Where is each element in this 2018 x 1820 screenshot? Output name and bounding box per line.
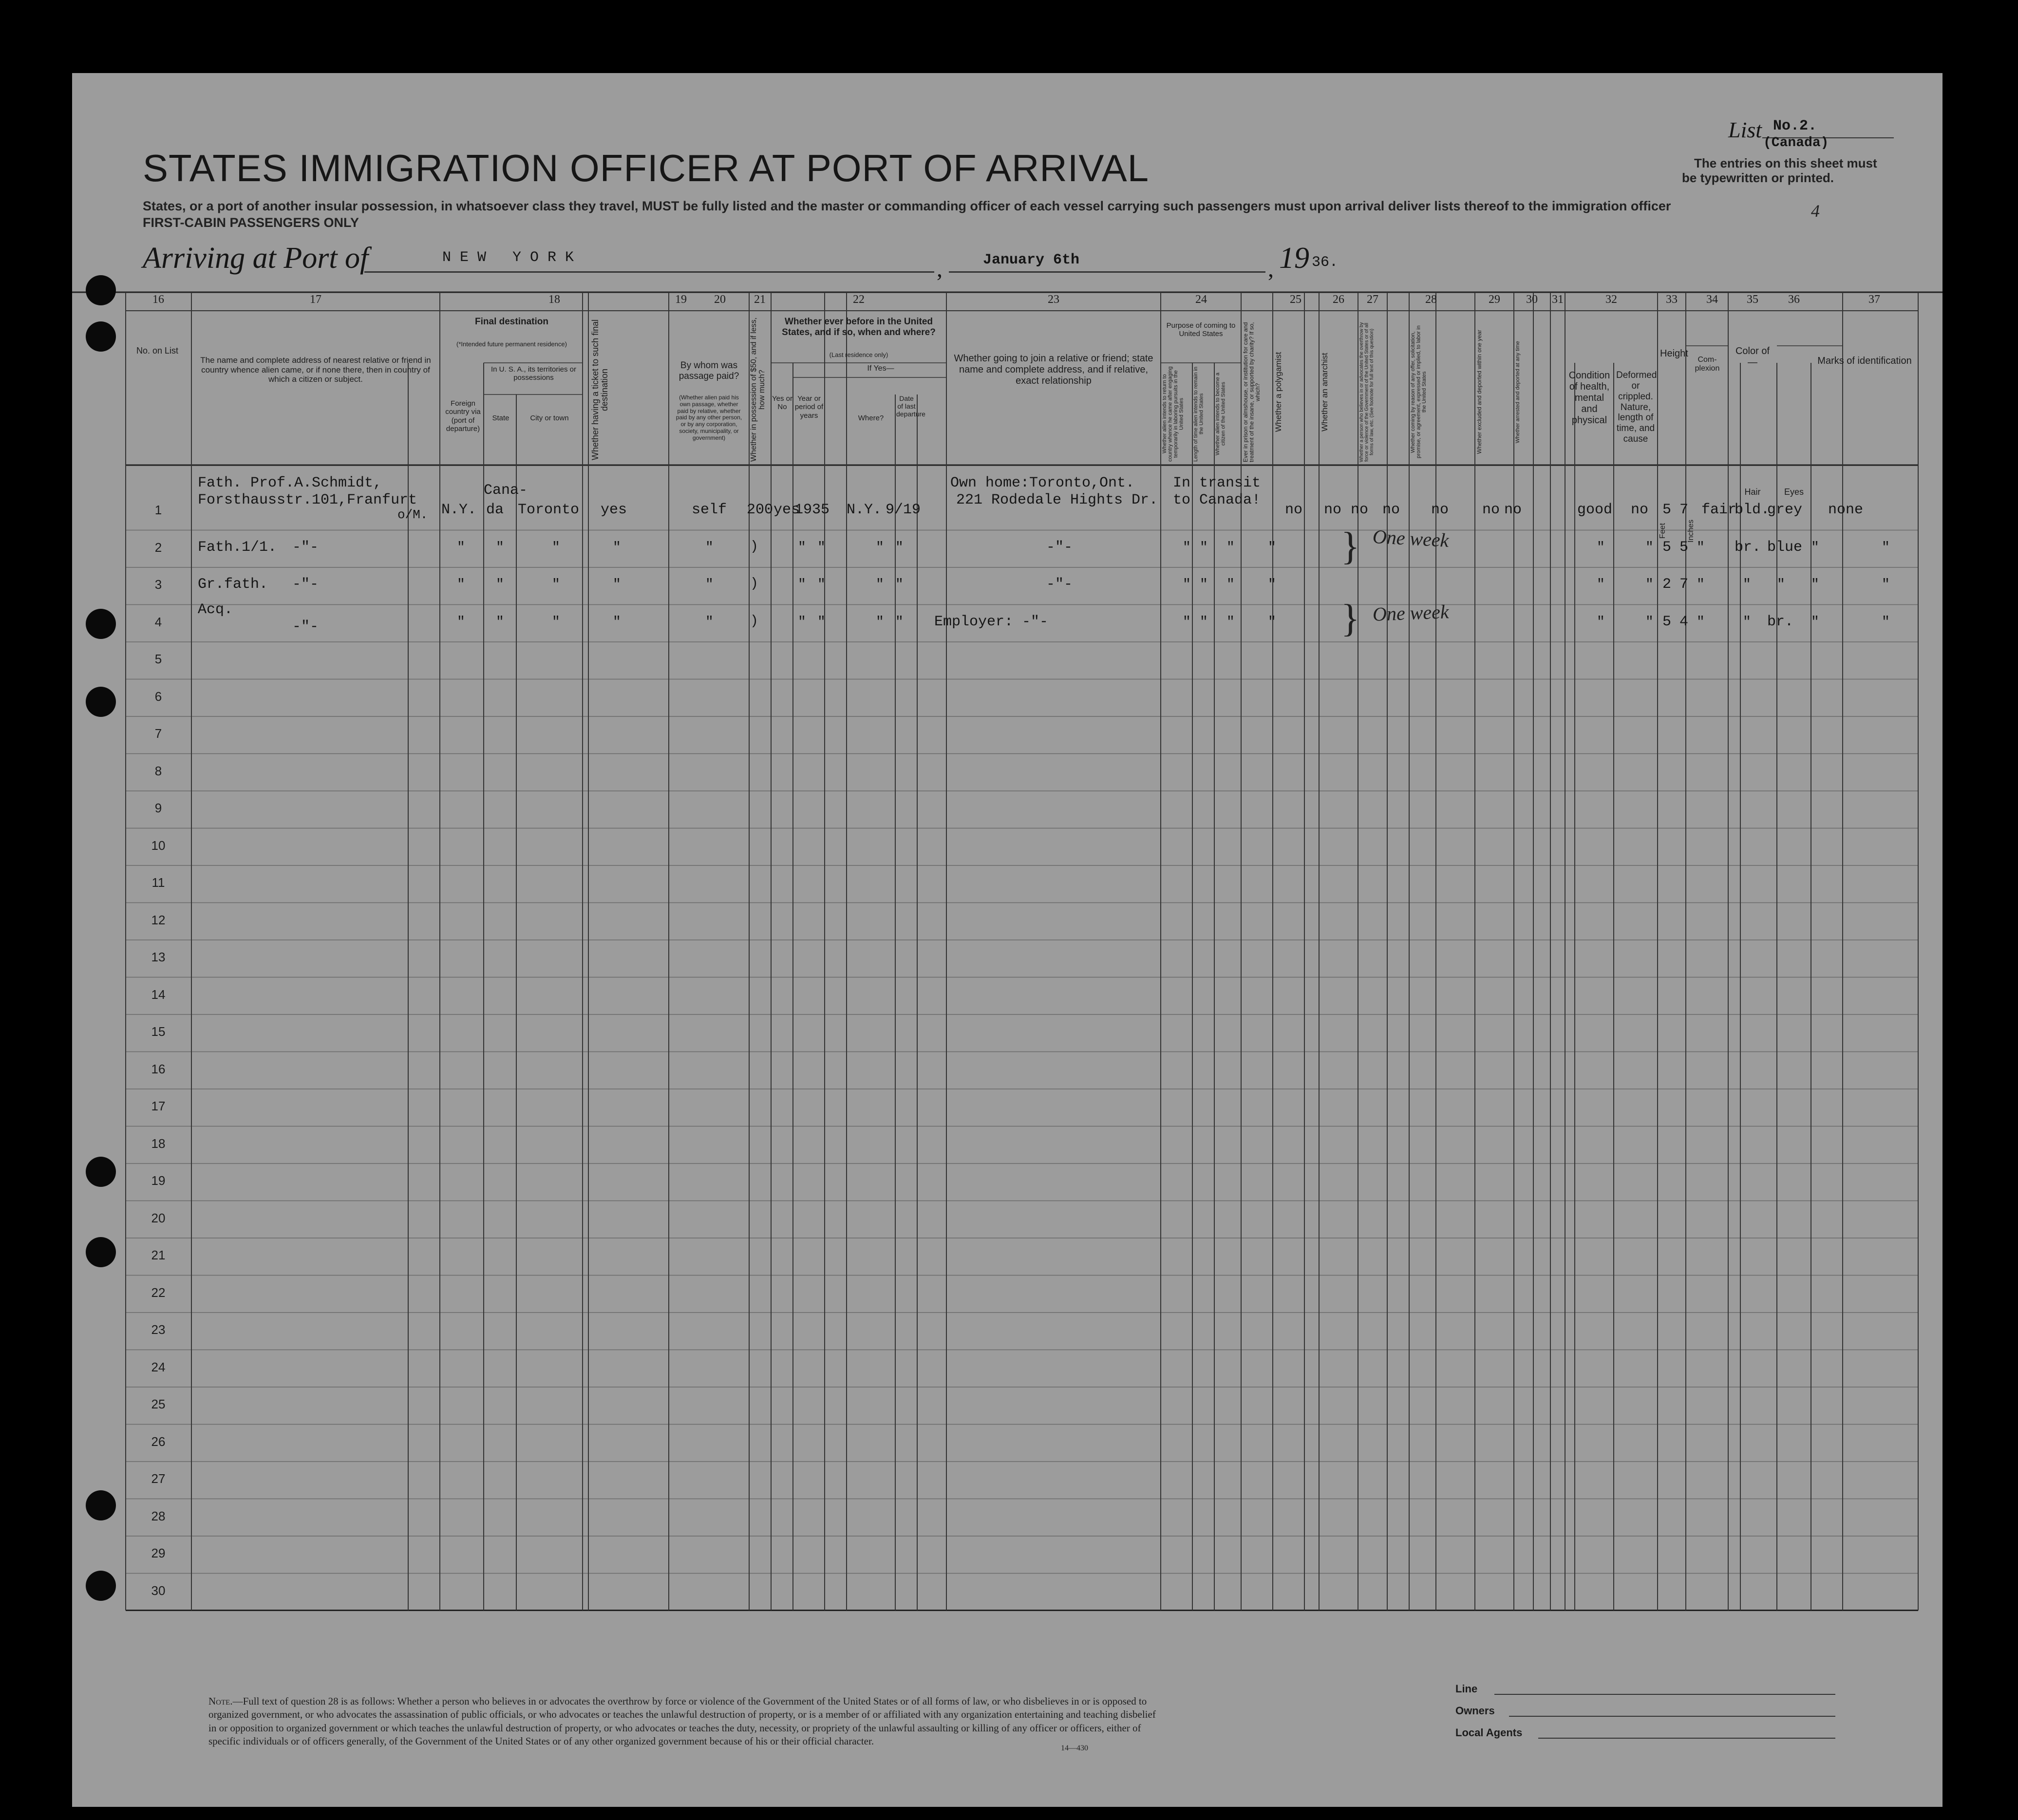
paren-mark: ) — [750, 539, 758, 554]
eye-color: grey — [1767, 502, 1803, 518]
column-number-31: 31 — [1552, 293, 1564, 306]
state: Cana- — [484, 482, 528, 499]
column-header-before-us-sub: (Last residence only) — [829, 351, 888, 358]
column-number-17: 17 — [310, 293, 321, 306]
owners-underline — [1509, 1716, 1835, 1717]
ditto-mark: " — [1268, 577, 1276, 592]
column-number-22: 22 — [853, 293, 865, 306]
column-header-excluded: Whether excluded and deported within one year — [1476, 330, 1483, 454]
ditto-mark: " — [895, 540, 904, 555]
column-header-polygamist: Whether a polygamist — [1274, 352, 1283, 432]
before-us: yes — [773, 502, 800, 518]
final-dest-usa: In U. S. A., its territories or possessions — [490, 365, 577, 382]
row-number: 9 — [154, 801, 162, 815]
punch-hole — [86, 1237, 116, 1267]
column-header-ticket: Whether having a ticket to such final destination — [590, 319, 609, 460]
paren-mark: ) — [750, 576, 758, 591]
ditto-mark: " — [876, 540, 884, 555]
row-number: 10 — [151, 838, 166, 853]
before-us-where: Where? — [858, 414, 884, 422]
ditto-mark: " — [1697, 577, 1705, 592]
join-relative: Employer: -"- — [934, 613, 1049, 630]
column-header-join: Whether going to join a relative or friend; state name and complete address, and if relative, exact relationship — [954, 353, 1153, 386]
column-number-34: 34 — [1706, 293, 1718, 306]
row-number: 22 — [151, 1285, 166, 1300]
column-number-28: 28 — [1425, 293, 1437, 306]
column-header-complexion: Com-plexion — [1695, 356, 1720, 373]
arriving-label: Arriving at Port of — [143, 242, 369, 275]
column-header-money: Whether in possession of $50, and if less, how much? — [750, 317, 766, 462]
footnote — [208, 1695, 1163, 1748]
column-header-no-on-list: No. on List — [136, 346, 179, 356]
ditto-mark: " — [876, 614, 884, 630]
height-feet: 5 — [1662, 502, 1672, 518]
relative-ditto: -"- — [292, 618, 319, 635]
row-number: 27 — [151, 1471, 166, 1486]
column-header-relative: The name and complete address of nearest relative or friend in country whence alien came, or if none there, then in country of which a citizen or subject. — [200, 356, 431, 384]
class-line: FIRST-CABIN PASSENGERS ONLY — [143, 215, 359, 230]
row-number: 29 — [151, 1546, 166, 1560]
ditto-mark: " — [1882, 614, 1890, 630]
city: Toronto — [518, 502, 580, 518]
column-number-32: 32 — [1605, 293, 1617, 306]
polygamist: no — [1324, 502, 1342, 518]
ditto-mark: " — [798, 540, 806, 555]
purpose-length: Length of time alien intends to remain in the United States — [1193, 366, 1205, 462]
join-relative: -"- — [1046, 539, 1073, 556]
ditto-mark: " — [552, 577, 560, 592]
ditto-mark: " — [817, 577, 826, 592]
row-number: 5 — [154, 652, 162, 666]
list-sub: (Canada) — [1763, 135, 1829, 150]
hair-color: bld. — [1735, 502, 1770, 518]
ditto-mark: " — [1200, 614, 1208, 630]
complexion: fair — [1701, 502, 1737, 518]
ditto-mark: " — [1777, 577, 1785, 592]
height-inches: 7 — [1679, 576, 1689, 593]
column-number-24: 24 — [1195, 293, 1207, 306]
ditto-mark: " — [1882, 577, 1890, 592]
punch-hole — [86, 1490, 116, 1520]
row-number: 21 — [151, 1248, 166, 1262]
final-dest-state: State — [492, 414, 509, 422]
join-relative: Own home:Toronto,Ont. — [950, 475, 1135, 491]
ditto-mark: " — [1226, 540, 1235, 555]
port-value: N E W Y O R K — [442, 249, 574, 266]
column-header-before-us: Whether ever before in the United States, and if so, when and where? — [782, 317, 936, 338]
ditto-mark: " — [895, 614, 904, 630]
ditto-mark: " — [705, 540, 714, 555]
column-header-height: Height — [1660, 348, 1688, 359]
ditto-mark: " — [1183, 614, 1191, 630]
owners-label: Owners — [1455, 1705, 1495, 1717]
row-number: 3 — [154, 577, 162, 592]
before-us-if-yes: If Yes— — [867, 364, 894, 373]
row-number: 6 — [154, 689, 162, 704]
ditto-mark: " — [1200, 540, 1208, 555]
row-number: 14 — [151, 987, 166, 1002]
row-number: 2 — [154, 540, 162, 555]
page-title: STATES IMMIGRATION OFFICER AT PORT OF ARRIVAL — [143, 147, 1150, 189]
row-number: 15 — [151, 1024, 166, 1039]
column-header-prison: Ever in prison or almshouse, or institution for care and treatment of the insane, or supported by charity? If so, which? — [1242, 322, 1262, 462]
row-number: 28 — [151, 1508, 166, 1523]
column-header-final-destination-sub: (*Intended future permanent residence) — [456, 340, 567, 348]
column-header-deformed: Deformed or crippled. Nature, length of time, and cause — [1616, 370, 1657, 445]
column-number-25: 25 — [1290, 293, 1301, 306]
marks: none — [1828, 502, 1864, 518]
instruction-2: be typewritten or printed. — [1682, 170, 1834, 185]
final-dest-foreign-country: Foreign country via (port of departure) — [445, 399, 481, 433]
hair-color: br. — [1735, 539, 1761, 556]
column-number-16: 16 — [152, 293, 164, 306]
ditto-mark: " — [1597, 577, 1605, 592]
column-header-anarchist: Whether an anarchist — [1320, 353, 1329, 432]
row-number: 19 — [151, 1173, 166, 1188]
ditto-mark: " — [1645, 540, 1654, 555]
ditto-mark: " — [552, 614, 560, 630]
column-header-overthrow: Whether a person who believes in or advocates the overthrow by force or violence of the Government of the United States or of all forms of law, etc. (See footnote for full text of this question) — [1359, 322, 1375, 462]
ditto-mark: " — [1183, 577, 1191, 592]
ditto-mark: " — [457, 540, 465, 555]
height-inches: 7 — [1679, 502, 1689, 518]
column-number-19: 19 — [675, 293, 687, 306]
ditto-mark: " — [1268, 614, 1276, 630]
ditto-mark: " — [1200, 577, 1208, 592]
health: good — [1577, 502, 1613, 518]
anarchist: no — [1351, 502, 1369, 518]
purpose-return: Whether alien intends to return to country whence he came after engaging temporarily in laboring pursuits in the United States — [1162, 366, 1185, 462]
column-header-health: Condition of health, mental and physical — [1568, 370, 1610, 426]
column-number-29: 29 — [1489, 293, 1500, 306]
color-hair: Hair — [1744, 487, 1761, 497]
relative-ditto: -"- — [292, 539, 319, 556]
relative-ditto: -"- — [292, 576, 319, 593]
punch-hole — [86, 609, 116, 639]
column-header-final-destination: Final destination — [475, 317, 548, 327]
ditto-mark: " — [1811, 540, 1819, 555]
line-label: Line — [1455, 1683, 1478, 1695]
column-number-23: 23 — [1048, 293, 1059, 306]
form-number: 14—430 — [1061, 1744, 1088, 1752]
height-feet: Feet — [1659, 523, 1667, 539]
ditto-mark: " — [1645, 577, 1654, 592]
row-number: 24 — [151, 1359, 166, 1374]
row-number: 12 — [151, 912, 166, 927]
ditto-mark: " — [895, 577, 904, 592]
year-prefix: 19 — [1279, 242, 1309, 275]
ditto-mark: " — [1697, 614, 1705, 630]
ditto-mark: " — [1811, 577, 1819, 592]
footnote-text: —Full text of question 28 is as follows: Whether a person who believes in or advocates the overthrow by force or violence of the Government of the United States or of all forms of law, or who disbelieves in or is opposed to organized government, or who advocates the assassination of public officials, or who advocates or teaches the unlawful destruction of property, or is a member of or affiliated with any organization entertaining and teaching disbelief in or opposition to organized government or which teaches the unlawful destruction of property, or who advocates or teaches the duty, necessity, or propriety of the unlawful assaulting or killing of any officer or officers, either of specific individuals or of officers generally, of the Government of the United States or of any other organized government because of his or their official character. — [208, 1695, 1156, 1747]
column-number-30: 30 — [1526, 293, 1538, 306]
height-inches: Inches — [1687, 519, 1695, 543]
ditto-mark: " — [798, 614, 806, 630]
brace-mark: } — [1341, 597, 1360, 640]
ditto-mark: " — [1226, 577, 1235, 592]
paren-mark: ) — [750, 613, 758, 629]
row-number: 20 — [151, 1210, 166, 1225]
row-number: 23 — [151, 1322, 166, 1337]
column-number-20: 20 — [714, 293, 726, 306]
ditto-mark: " — [798, 577, 806, 592]
final-dest-city: City or town — [530, 414, 569, 422]
column-number-37: 37 — [1868, 293, 1880, 306]
comma-mark: , — [937, 256, 943, 282]
column-header-offer: Whether coming by reason of any offer, solicitation, promise, or agreement, expressed or implied, to labor in the United States — [1410, 325, 1428, 459]
arrested: no — [1504, 502, 1522, 518]
ditto-mark: " — [496, 577, 504, 592]
purpose-2: to Canada! — [1173, 492, 1261, 508]
ditto-mark: " — [1645, 614, 1654, 630]
column-number-35: 35 — [1747, 293, 1758, 306]
join-relative: -"- — [1046, 576, 1073, 593]
deformed: no — [1631, 502, 1649, 518]
relative-name: Acq. — [198, 601, 233, 618]
relative-name: Gr.fath. — [198, 576, 268, 593]
date-value: January 6th — [983, 252, 1080, 268]
relative-name: Fath. Prof.A.Schmidt, — [198, 475, 382, 491]
ditto-mark: " — [1597, 614, 1605, 630]
purpose: In transit — [1173, 475, 1261, 491]
ditto-mark: " — [876, 577, 884, 592]
handwritten-note: One week — [1372, 600, 1450, 625]
color-eyes: Eyes — [1784, 487, 1804, 497]
before-us-year: Year or period of years — [794, 394, 824, 420]
ditto-mark: " — [457, 614, 465, 630]
row-number: 25 — [151, 1397, 166, 1411]
list-label: List — [1728, 117, 1762, 142]
comma-mark-2: , — [1268, 256, 1274, 282]
height-feet: 2 — [1662, 576, 1672, 593]
before-year: 1935 — [794, 502, 830, 518]
column-number-36: 36 — [1788, 293, 1800, 306]
height-feet: 5 — [1662, 613, 1672, 630]
column-number-33: 33 — [1666, 293, 1678, 306]
ditto-mark: " — [1743, 614, 1751, 630]
before-us-yes-no: Yes or No — [772, 394, 792, 412]
ditto-mark: " — [1697, 540, 1705, 555]
column-number-21: 21 — [754, 293, 766, 306]
foreign-country: N.Y. — [441, 502, 477, 518]
row-number: 16 — [151, 1061, 166, 1076]
height-inches: 4 — [1679, 613, 1689, 630]
footnote-lead: Note. — [208, 1695, 233, 1707]
ditto-mark: " — [1183, 540, 1191, 555]
column-header-passage: By whom was passage paid? — [679, 360, 739, 381]
excluded: no — [1482, 502, 1500, 518]
ditto-mark: " — [613, 540, 621, 555]
row-number: 26 — [151, 1434, 166, 1449]
eye-color: blue — [1767, 539, 1803, 556]
row-number: 11 — [151, 875, 165, 890]
row-number: 7 — [154, 726, 162, 741]
relative-address: Forsthausstr.101,Franfurt — [198, 492, 417, 508]
column-header-passage-sub: (Whether alien paid his own passage, whether paid by relative, whether paid by any other person, or by any corporation, society, municipality, or government) — [676, 394, 742, 441]
height-feet: 5 — [1662, 539, 1672, 556]
ditto-mark: " — [457, 577, 465, 592]
ditto-mark: " — [496, 540, 504, 555]
ditto-mark: " — [552, 540, 560, 555]
offer: no — [1431, 502, 1449, 518]
punch-hole — [86, 687, 116, 717]
punch-hole — [86, 275, 116, 305]
line-underline — [1494, 1694, 1835, 1695]
punch-hole — [86, 1571, 116, 1601]
height-inches: 5 — [1679, 539, 1689, 556]
prison: no — [1285, 502, 1303, 518]
column-header-color: Color of— — [1735, 346, 1770, 368]
row-number: 13 — [151, 950, 166, 964]
manifest-sheet — [72, 73, 1943, 1807]
agents-underline — [1538, 1738, 1835, 1739]
passage-paid: self — [692, 502, 727, 518]
ditto-mark: " — [1882, 540, 1890, 555]
join-address: 221 Rodedale Hights Dr. — [956, 492, 1158, 508]
form-grid — [72, 73, 1943, 1807]
column-header-marks: Marks of identification — [1817, 356, 1912, 366]
relative-name: Fath.1/1. — [198, 539, 277, 556]
row-number: 30 — [151, 1583, 166, 1598]
row-number: 4 — [154, 614, 162, 629]
row-number: 17 — [151, 1099, 166, 1113]
column-header-arrested: Whether arrested and deported at any time — [1515, 341, 1521, 443]
ditto-mark: " — [496, 614, 504, 630]
ditto-mark: " — [1226, 614, 1235, 630]
money: 200 — [747, 502, 773, 518]
eye-color: br. — [1767, 613, 1794, 630]
ditto-mark: " — [613, 614, 621, 630]
instruction-1: The entries on this sheet must — [1694, 156, 1877, 170]
ditto-mark: " — [1268, 540, 1276, 555]
ditto-mark: " — [705, 614, 714, 630]
page-mark: 4 — [1811, 201, 1820, 221]
ditto-mark: " — [817, 540, 826, 555]
relative-address-2: o/M. — [397, 507, 428, 522]
column-number-27: 27 — [1367, 293, 1378, 306]
row-number: 1 — [154, 503, 162, 517]
overthrow: no — [1382, 502, 1400, 518]
handwritten-note: One week — [1372, 525, 1450, 551]
list-number: No.2. — [1773, 118, 1817, 134]
ticket: yes — [601, 502, 627, 518]
brace-mark: } — [1341, 525, 1360, 568]
ditto-mark: " — [705, 577, 714, 592]
before-date: 9/19 — [886, 502, 921, 518]
row-number: 18 — [151, 1136, 166, 1151]
punch-hole — [86, 321, 116, 352]
column-number-26: 26 — [1333, 293, 1344, 306]
ditto-mark: " — [1743, 577, 1751, 592]
column-number-18: 18 — [548, 293, 560, 306]
before-where: N.Y. — [847, 502, 882, 518]
column-header-purpose: Purpose of coming to United States — [1166, 321, 1236, 338]
before-us-date-departure: Date of last departure — [896, 394, 925, 418]
purpose-citizen: Whether alien intends to become a citizen of the United States — [1215, 373, 1226, 455]
ditto-mark: " — [1597, 540, 1605, 555]
state-2: da — [486, 502, 504, 518]
ditto-mark: " — [613, 577, 621, 592]
row-number: 8 — [154, 763, 162, 778]
year-suffix: 36. — [1312, 254, 1339, 271]
punch-hole — [86, 1157, 116, 1187]
agents-label: Local Agents — [1455, 1726, 1523, 1739]
ditto-mark: " — [817, 614, 826, 630]
ditto-mark: " — [1811, 614, 1819, 630]
header-subtitle: States, or a port of another insular possession, in whatsoever class they travel, MUST be fully listed and the master or commanding officer of each vessel carrying such passengers must upon arrival deliver lists thereof to the immigration officer — [143, 199, 1671, 213]
